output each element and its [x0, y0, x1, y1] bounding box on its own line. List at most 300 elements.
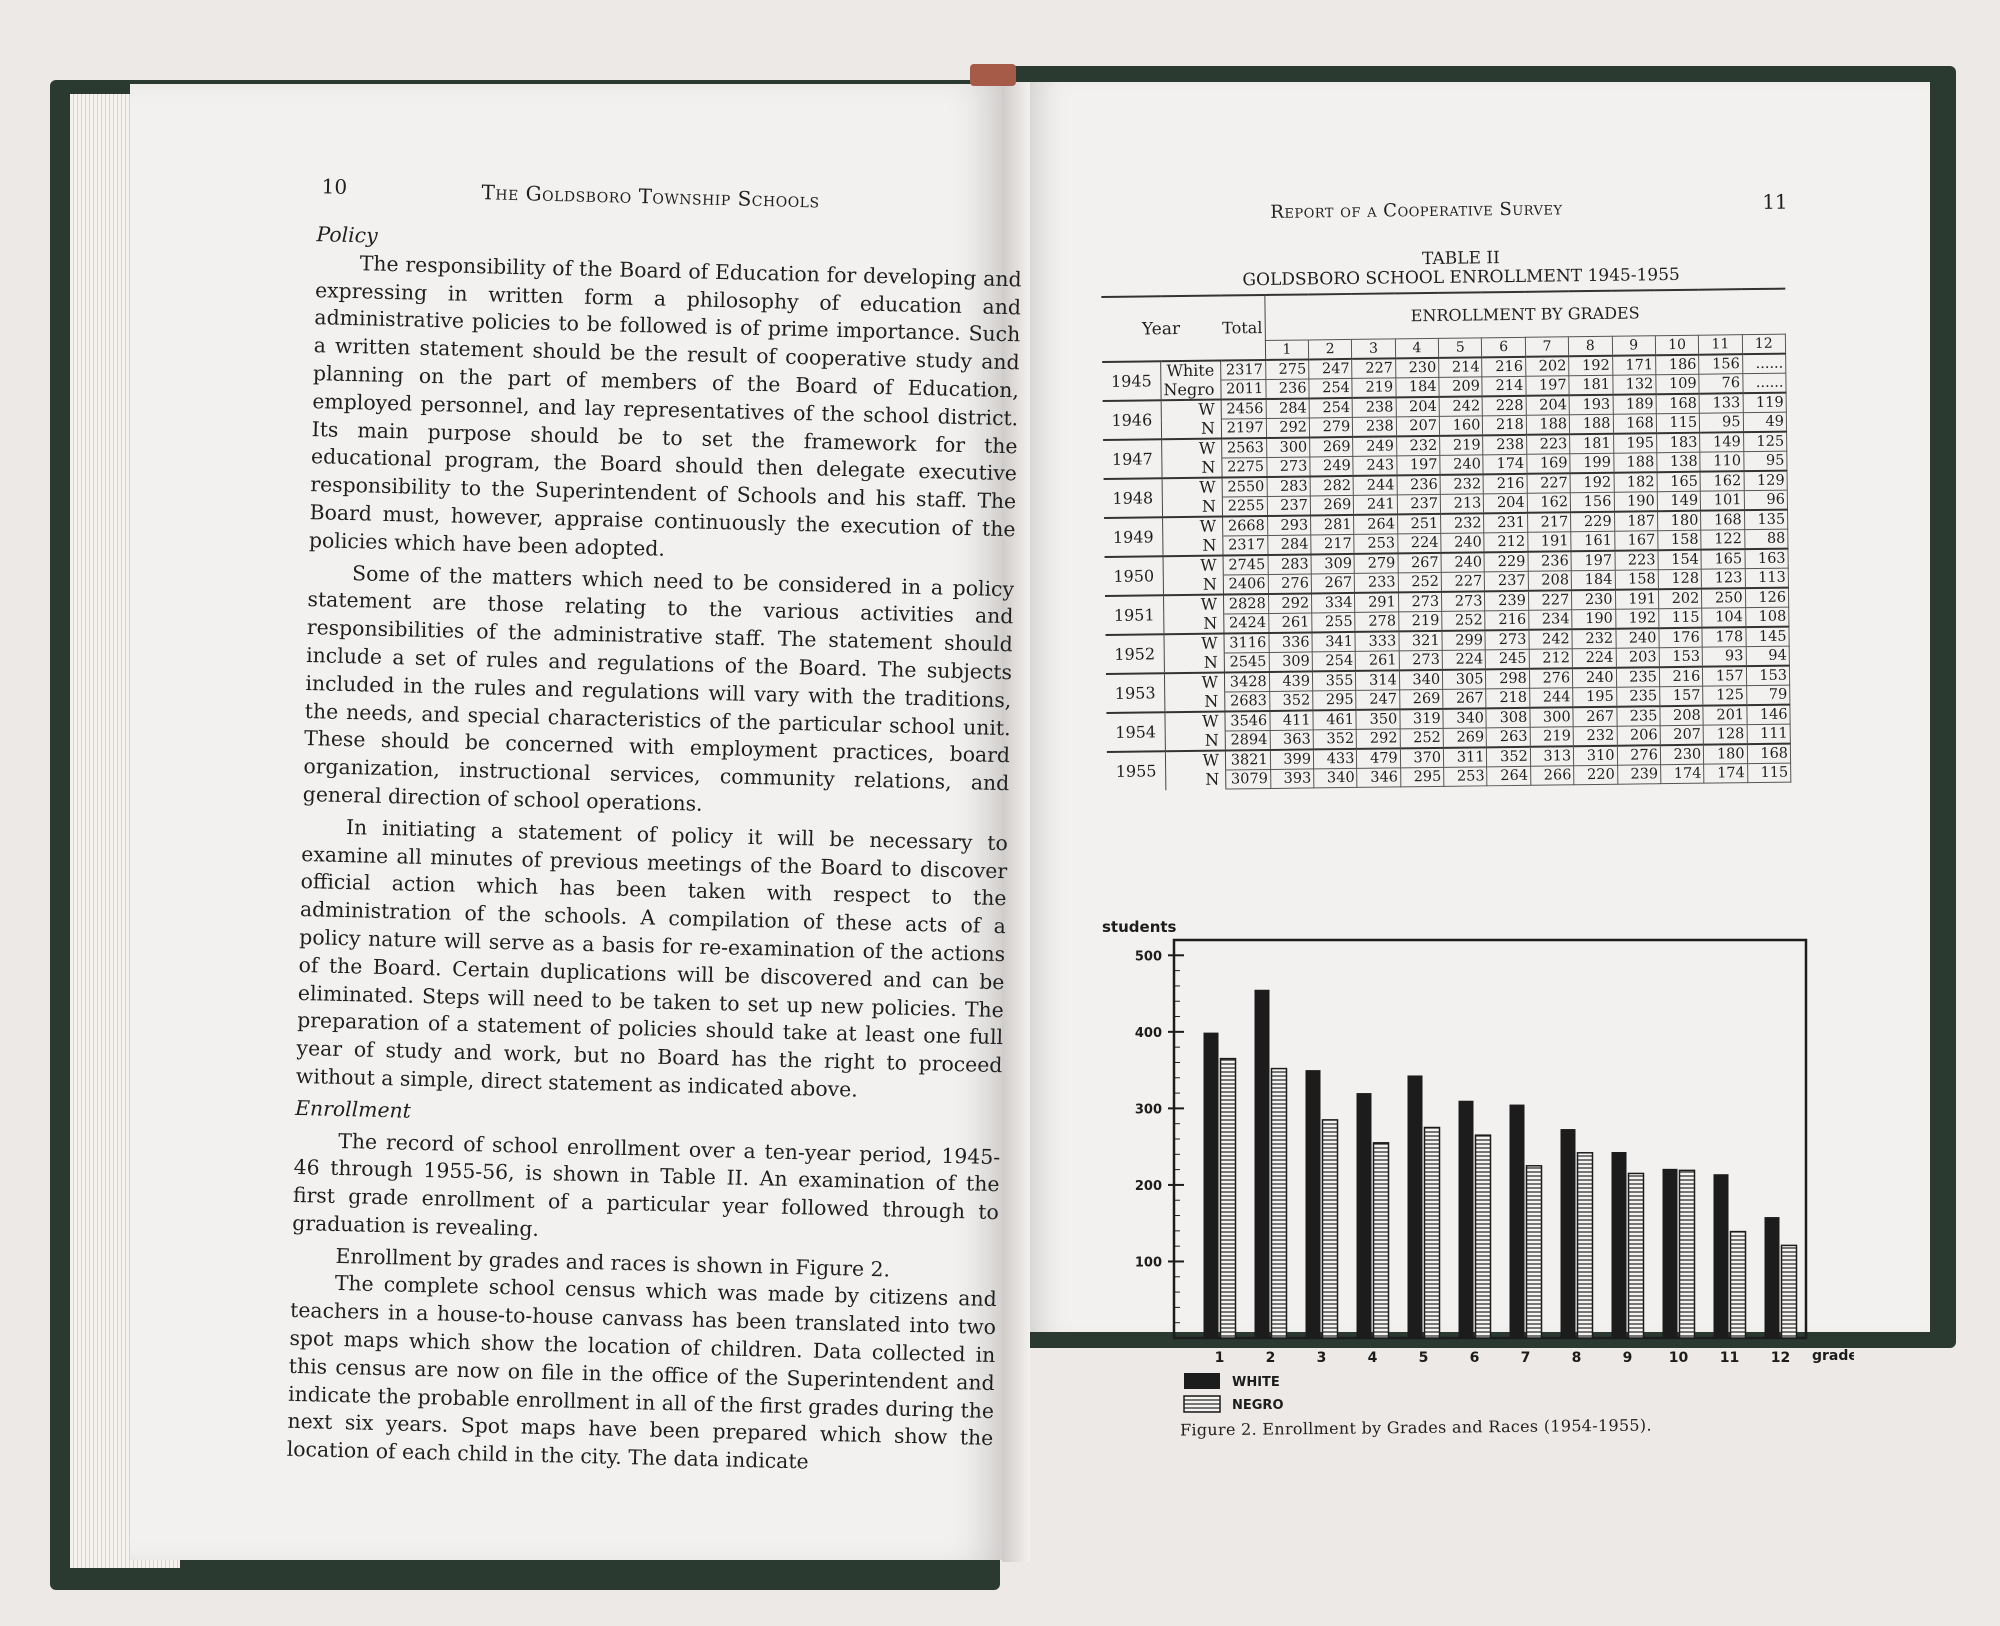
year-cell: 1955: [1107, 751, 1166, 790]
bar-negro-grade-5: [1425, 1128, 1440, 1338]
figure-caption: Figure 2. Enrollment by Grades and Races (1954-1955).: [1179, 1415, 1652, 1440]
grade-cell: 132: [1612, 375, 1656, 395]
section-heading: Enrollment: [294, 1095, 412, 1123]
grade-cell: 300: [1266, 437, 1310, 457]
paragraph: The complete school census which was made by citizens and teachers in a house-to-house canvass has been translated into two spot maps which show the location of children. Data collected in this census are now on file in the office of the Superintendent and indicate the probable enrollment in all of the first grades during the next six years. Spot maps have been prepared which show the location of each child in the city. The data indicate: [286, 1271, 997, 1474]
grade-cell: 93: [1702, 647, 1746, 667]
chart-svg: [1094, 918, 1854, 1428]
race-cell: W: [1164, 634, 1224, 654]
grade-cell: 165: [1657, 472, 1701, 492]
grade-cell: 433: [1313, 749, 1357, 769]
grade-cell: 168: [1656, 394, 1700, 414]
race-cell: W: [1161, 400, 1221, 420]
grade-cell: 218: [1486, 688, 1530, 708]
grade-cell: 167: [1614, 531, 1658, 551]
total-cell: 3428: [1224, 672, 1269, 692]
grade-cell: 284: [1266, 398, 1310, 418]
grade-cell: 181: [1570, 434, 1614, 454]
grade-cell: 209: [1439, 377, 1483, 397]
grade-cell: 190: [1572, 609, 1616, 629]
grade-cell: 240: [1441, 533, 1485, 553]
col-total: Total: [1220, 295, 1265, 361]
paragraph: Enrollment by grades and races is shown in Figure 2.: [335, 1243, 891, 1282]
grade-cell: 128: [1658, 569, 1702, 589]
grade-cell: 188: [1526, 415, 1570, 435]
total-cell: 2275: [1222, 457, 1267, 477]
grade-cell: 279: [1309, 417, 1353, 437]
total-cell: 3079: [1226, 769, 1271, 789]
grade-cell: 123: [1701, 569, 1745, 589]
grade-cell: 255: [1312, 612, 1356, 632]
grade-cell: 171: [1612, 355, 1656, 375]
grade-cell: 350: [1356, 709, 1400, 729]
grade-cell: 340: [1399, 670, 1443, 690]
grade-cell: 234: [1529, 610, 1573, 630]
grade-cell: 169: [1527, 454, 1571, 474]
grade-cell: 253: [1444, 767, 1488, 787]
grade-header: 4: [1395, 338, 1439, 358]
grade-cell: 191: [1528, 532, 1572, 552]
grade-cell: 227: [1441, 572, 1485, 592]
bar-white-grade-8: [1561, 1129, 1576, 1338]
grade-cell: 153: [1746, 666, 1790, 686]
grade-cell: 252: [1398, 572, 1442, 592]
grade-cell: 224: [1442, 650, 1486, 670]
total-cell: 2456: [1221, 399, 1266, 419]
grade-cell: 201: [1703, 705, 1747, 725]
page-number: 11: [1762, 189, 1788, 214]
grade-cell: 252: [1400, 728, 1444, 748]
grade-cell: 192: [1570, 473, 1614, 493]
grade-cell: 125: [1743, 432, 1787, 452]
grade-cell: 217: [1527, 512, 1571, 532]
year-cell: 1945: [1102, 361, 1161, 401]
year-cell: 1954: [1106, 712, 1165, 752]
grade-cell: 275: [1265, 359, 1309, 379]
grade-cell: 236: [1266, 379, 1310, 399]
race-cell: W: [1165, 751, 1225, 771]
grade-cell: 180: [1657, 511, 1701, 531]
total-cell: 2563: [1222, 438, 1267, 458]
grade-cell: 186: [1655, 355, 1699, 375]
grade-cell: 273: [1266, 457, 1310, 477]
race-cell: N: [1164, 614, 1224, 634]
grade-cell: 295: [1400, 767, 1444, 787]
grade-cell: 184: [1396, 377, 1440, 397]
race-cell: N: [1162, 497, 1222, 517]
bar-white-grade-6: [1459, 1101, 1474, 1338]
race-cell: White: [1161, 361, 1221, 381]
grade-cell: 204: [1484, 493, 1528, 513]
grade-cell: 158: [1658, 530, 1702, 550]
grade-cell: 340: [1314, 768, 1358, 788]
grade-cell: 253: [1354, 534, 1398, 554]
grade-cell: 254: [1309, 398, 1353, 418]
grade-cell: 313: [1530, 746, 1574, 766]
grade-cell: 160: [1439, 416, 1483, 436]
race-cell: W: [1163, 517, 1223, 537]
grade-cell: 240: [1573, 668, 1617, 688]
grade-cell: 292: [1357, 729, 1401, 749]
grade-cell: 310: [1574, 746, 1618, 766]
grade-cell: 214: [1482, 376, 1526, 396]
grade-cell: 311: [1443, 747, 1487, 767]
grade-cell: 247: [1309, 359, 1353, 379]
x-tick-label: 4: [1367, 1350, 1378, 1366]
grade-cell: 207: [1396, 416, 1440, 436]
grade-cell: 111: [1747, 724, 1791, 744]
grade-header: 6: [1482, 337, 1526, 357]
grade-cell: 217: [1311, 534, 1355, 554]
bar-negro-grade-11: [1731, 1232, 1746, 1338]
grade-cell: 153: [1659, 647, 1703, 667]
grade-cell: 158: [1615, 570, 1659, 590]
race-cell: N: [1166, 770, 1226, 790]
grade-cell: 341: [1312, 632, 1356, 652]
table-title: GOLDSBORO SCHOOL ENROLLMENT 1945-1955: [1242, 264, 1680, 291]
grade-cell: 216: [1484, 474, 1528, 494]
bar-white-grade-5: [1408, 1075, 1423, 1338]
grade-cell: 254: [1312, 651, 1356, 671]
grade-cell: 264: [1487, 766, 1531, 786]
grade-cell: 156: [1699, 354, 1743, 374]
binding-thread: [970, 64, 1016, 86]
total-cell: 2683: [1225, 691, 1270, 711]
grade-cell: 235: [1616, 687, 1660, 707]
grade-cell: 218: [1483, 415, 1527, 435]
grade-cell: 154: [1658, 550, 1702, 570]
race-cell: N: [1162, 458, 1222, 478]
grade-cell: 245: [1486, 649, 1530, 669]
grade-cell: 162: [1527, 493, 1571, 513]
grade-cell: 240: [1615, 628, 1659, 648]
grade-cell: 340: [1443, 708, 1487, 728]
grade-cell: 243: [1353, 456, 1397, 476]
grade-cell: 204: [1526, 395, 1570, 415]
grade-cell: 146: [1747, 705, 1791, 725]
grade-cell: 273: [1398, 592, 1442, 612]
x-tick-label: 11: [1719, 1350, 1740, 1366]
bar-negro-grade-4: [1374, 1143, 1389, 1338]
race-cell: W: [1162, 478, 1222, 498]
grade-cell: 76: [1699, 374, 1743, 394]
grade-cell: 276: [1617, 745, 1661, 765]
grade-cell: 108: [1745, 607, 1789, 627]
bar-negro-grade-3: [1323, 1120, 1338, 1338]
grade-cell: 157: [1660, 686, 1704, 706]
table-body: [1102, 354, 1791, 791]
grade-cell: 239: [1617, 765, 1661, 785]
grade-cell: 252: [1442, 611, 1486, 631]
grade-cell: 230: [1660, 745, 1704, 765]
grade-cell: 149: [1700, 432, 1744, 452]
x-tick-label: 1: [1214, 1350, 1225, 1366]
grade-cell: 119: [1743, 393, 1787, 413]
total-cell: 2011: [1221, 379, 1266, 399]
grade-cell: 232: [1573, 726, 1617, 746]
bar-white-grade-4: [1357, 1093, 1372, 1338]
grade-cell: 188: [1570, 414, 1614, 434]
grade-cell: 295: [1313, 690, 1357, 710]
grade-cell: 168: [1747, 744, 1791, 764]
x-tick-label: 7: [1520, 1350, 1531, 1366]
grade-cell: 352: [1487, 747, 1531, 767]
grade-cell: 231: [1484, 513, 1528, 533]
grade-cell: 183: [1656, 433, 1700, 453]
grade-header: 11: [1699, 335, 1743, 355]
race-cell: W: [1165, 712, 1225, 732]
grade-cell: 204: [1396, 397, 1440, 417]
grade-cell: 128: [1703, 725, 1747, 745]
bar-negro-grade-6: [1476, 1135, 1491, 1338]
race-cell: Negro: [1161, 380, 1221, 400]
grade-cell: 208: [1528, 571, 1572, 591]
legend-swatch-negro: [1184, 1396, 1220, 1412]
grade-cell: 237: [1397, 494, 1441, 514]
bar-white-grade-3: [1306, 1070, 1321, 1338]
enrollment-chart: [1094, 918, 1854, 1428]
x-tick-label: 10: [1668, 1350, 1689, 1366]
x-tick-label: 3: [1316, 1350, 1327, 1366]
grade-cell: 273: [1442, 591, 1486, 611]
grade-cell: 178: [1702, 627, 1746, 647]
page-number: 10: [321, 174, 348, 199]
bar-negro-grade-9: [1629, 1173, 1644, 1338]
grade-cell: 261: [1268, 613, 1312, 633]
grade-cell: 300: [1530, 707, 1574, 727]
grade-cell: 352: [1313, 729, 1357, 749]
grade-cell: 319: [1400, 709, 1444, 729]
grade-cell: 202: [1525, 356, 1569, 376]
y-axis-label: students: [1102, 918, 1177, 936]
total-cell: 2255: [1222, 496, 1267, 516]
race-cell: N: [1163, 575, 1223, 595]
bar-negro-grade-10: [1680, 1170, 1695, 1338]
paragraph: The record of school enrollment over a ten-year period, 1945-46 through 1955-56, is shown in Table II. An examination of the first grade enrollment of a particular year followed through to graduation is revealing.: [292, 1128, 1001, 1241]
grade-cell: 308: [1486, 708, 1530, 728]
total-cell: 2828: [1224, 594, 1269, 614]
bar-white-grade-9: [1612, 1152, 1627, 1338]
grade-cell: 237: [1485, 571, 1529, 591]
grade-cell: 149: [1657, 491, 1701, 511]
grade-cell: 230: [1572, 590, 1616, 610]
grade-cell: 363: [1270, 730, 1314, 750]
grade-cell: 461: [1313, 710, 1357, 730]
grade-cell: ......: [1742, 354, 1786, 374]
grade-cell: 242: [1439, 396, 1483, 416]
grade-cell: 161: [1571, 531, 1615, 551]
race-cell: N: [1165, 731, 1225, 751]
grade-cell: 238: [1352, 397, 1396, 417]
grade-cell: 333: [1355, 631, 1399, 651]
race-cell: N: [1161, 419, 1221, 439]
grade-cell: 219: [1530, 727, 1574, 747]
grade-cell: 182: [1614, 472, 1658, 492]
grade-cell: 282: [1310, 476, 1354, 496]
grade-cell: 174: [1704, 764, 1748, 784]
grade-cell: 174: [1483, 454, 1527, 474]
grade-cell: 79: [1746, 685, 1790, 705]
race-cell: W: [1163, 556, 1223, 576]
grade-cell: 224: [1572, 648, 1616, 668]
y-tick-label: 300: [1134, 1102, 1162, 1118]
total-cell: 2317: [1223, 535, 1268, 555]
total-cell: 3821: [1225, 750, 1270, 770]
grade-cell: 292: [1268, 593, 1312, 613]
grade-cell: 237: [1267, 496, 1311, 516]
grade-cell: 305: [1443, 669, 1487, 689]
grade-cell: 208: [1660, 706, 1704, 726]
grade-cell: 125: [1703, 686, 1747, 706]
grade-cell: 309: [1311, 554, 1355, 574]
bar-negro-grade-7: [1527, 1166, 1542, 1338]
grade-cell: 247: [1356, 690, 1400, 710]
grade-cell: 156: [1570, 492, 1614, 512]
grade-cell: 355: [1312, 671, 1356, 691]
bar-white-grade-1: [1204, 1033, 1219, 1338]
grade-cell: 135: [1744, 510, 1788, 530]
grade-cell: 193: [1569, 395, 1613, 415]
grade-cell: 189: [1613, 394, 1657, 414]
grade-cell: 291: [1355, 592, 1399, 612]
grade-cell: 236: [1528, 551, 1572, 571]
grade-cell: 266: [1530, 766, 1574, 786]
grade-cell: 219: [1398, 611, 1442, 631]
total-cell: 2406: [1223, 574, 1268, 594]
grade-cell: 250: [1702, 588, 1746, 608]
grade-cell: 232: [1441, 513, 1485, 533]
year-cell: 1951: [1105, 595, 1164, 635]
total-cell: 3546: [1225, 711, 1270, 731]
grade-cell: 216: [1659, 667, 1703, 687]
x-tick-label: 5: [1418, 1350, 1429, 1366]
grade-cell: 197: [1571, 551, 1615, 571]
grade-cell: 115: [1656, 413, 1700, 433]
grade-cell: 267: [1443, 689, 1487, 709]
grade-cell: 244: [1529, 688, 1573, 708]
total-cell: 3116: [1224, 633, 1269, 653]
grade-cell: 113: [1745, 568, 1789, 588]
grade-cell: 276: [1268, 574, 1312, 594]
grade-cell: 212: [1529, 649, 1573, 669]
grade-header: 8: [1569, 336, 1613, 356]
grade-cell: 240: [1440, 455, 1484, 475]
race-cell: N: [1165, 692, 1225, 712]
grade-cell: 293: [1267, 515, 1311, 535]
grade-cell: 370: [1400, 748, 1444, 768]
grade-header: 3: [1352, 339, 1396, 359]
grade-cell: 235: [1616, 706, 1660, 726]
grade-cell: 238: [1483, 435, 1527, 455]
grade-cell: 352: [1269, 691, 1313, 711]
grade-cell: 284: [1267, 535, 1311, 555]
enrollment-table: [1101, 288, 1791, 791]
grade-cell: 227: [1527, 473, 1571, 493]
grade-cell: 145: [1746, 627, 1790, 647]
total-cell: 2545: [1224, 652, 1269, 672]
grade-cell: 298: [1486, 669, 1530, 689]
grade-cell: 299: [1442, 630, 1486, 650]
grade-cell: 229: [1484, 552, 1528, 572]
grade-cell: 192: [1615, 609, 1659, 629]
grade-cell: 273: [1485, 630, 1529, 650]
x-tick-label: 12: [1770, 1350, 1791, 1366]
grade-cell: 269: [1310, 495, 1354, 515]
y-tick-label: 200: [1134, 1178, 1162, 1194]
race-cell: N: [1163, 536, 1223, 556]
grade-cell: 216: [1485, 610, 1529, 630]
grade-cell: 393: [1270, 769, 1314, 789]
grade-cell: 115: [1747, 763, 1791, 783]
bar-white-grade-11: [1714, 1174, 1729, 1338]
bar-white-grade-7: [1510, 1105, 1525, 1338]
grade-cell: 184: [1571, 570, 1615, 590]
grade-cell: 94: [1746, 646, 1790, 666]
table-label: TABLE II: [1421, 248, 1500, 270]
year-cell: 1948: [1104, 478, 1163, 518]
bar-negro-grade-1: [1221, 1059, 1236, 1338]
grade-cell: 269: [1443, 728, 1487, 748]
grade-header: 7: [1525, 337, 1569, 357]
grade-cell: 187: [1614, 511, 1658, 531]
year-cell: 1946: [1103, 400, 1162, 440]
race-cell: N: [1164, 653, 1224, 673]
grade-cell: 220: [1574, 765, 1618, 785]
grade-cell: 223: [1615, 550, 1659, 570]
grade-cell: 213: [1440, 494, 1484, 514]
grade-cell: 269: [1310, 437, 1354, 457]
x-tick-label: 8: [1571, 1350, 1582, 1366]
running-head: Report of a Cooperative Survey: [1270, 198, 1563, 223]
grade-cell: 165: [1701, 549, 1745, 569]
grade-cell: 227: [1352, 358, 1396, 378]
race-cell: W: [1164, 673, 1224, 693]
grade-cell: 95: [1700, 413, 1744, 433]
year-cell: 1952: [1105, 634, 1164, 674]
race-cell: W: [1162, 439, 1222, 459]
grade-cell: 203: [1616, 648, 1660, 668]
y-tick-label: 100: [1134, 1255, 1162, 1271]
grade-cell: 162: [1700, 471, 1744, 491]
grade-cell: 88: [1744, 529, 1788, 549]
grade-cell: 254: [1309, 378, 1353, 398]
total-cell: 2197: [1221, 418, 1266, 438]
running-head: The Goldsboro Township Schools: [481, 180, 820, 213]
grade-cell: 263: [1487, 727, 1531, 747]
legend-label-negro: NEGRO: [1232, 1398, 1284, 1413]
grade-cell: 261: [1356, 651, 1400, 671]
grade-cell: 202: [1658, 589, 1702, 609]
grade-cell: 223: [1526, 434, 1570, 454]
grade-cell: 168: [1701, 510, 1745, 530]
grade-cell: 273: [1399, 650, 1443, 670]
total-cell: 2550: [1222, 477, 1267, 497]
bar-white-grade-12: [1765, 1217, 1780, 1338]
grade-cell: 249: [1353, 436, 1397, 456]
grade-cell: 283: [1267, 476, 1311, 496]
grade-cell: 197: [1526, 376, 1570, 396]
grade-cell: 115: [1659, 608, 1703, 628]
paragraph: Some of the matters which need to be considered in a policy statement are those relating to the various activities and responsibilities of the administrative staff. The statement should include a set of rules and regulations of the Board. The subjects included in the rules and regulations will vary with the traditions, the needs, and special characteristics of the particular school unit. These should be concerned with employment practices, board organization, instructional services, community relations, and general direction of school operations.: [302, 560, 1015, 816]
grade-cell: 188: [1613, 453, 1657, 473]
grade-cell: 229: [1571, 512, 1615, 532]
grade-cell: 219: [1440, 435, 1484, 455]
grade-cell: 232: [1572, 629, 1616, 649]
grade-header: 2: [1308, 339, 1352, 359]
grade-cell: 281: [1311, 515, 1355, 535]
grade-cell: 219: [1352, 378, 1396, 398]
grade-cell: ......: [1742, 373, 1786, 393]
